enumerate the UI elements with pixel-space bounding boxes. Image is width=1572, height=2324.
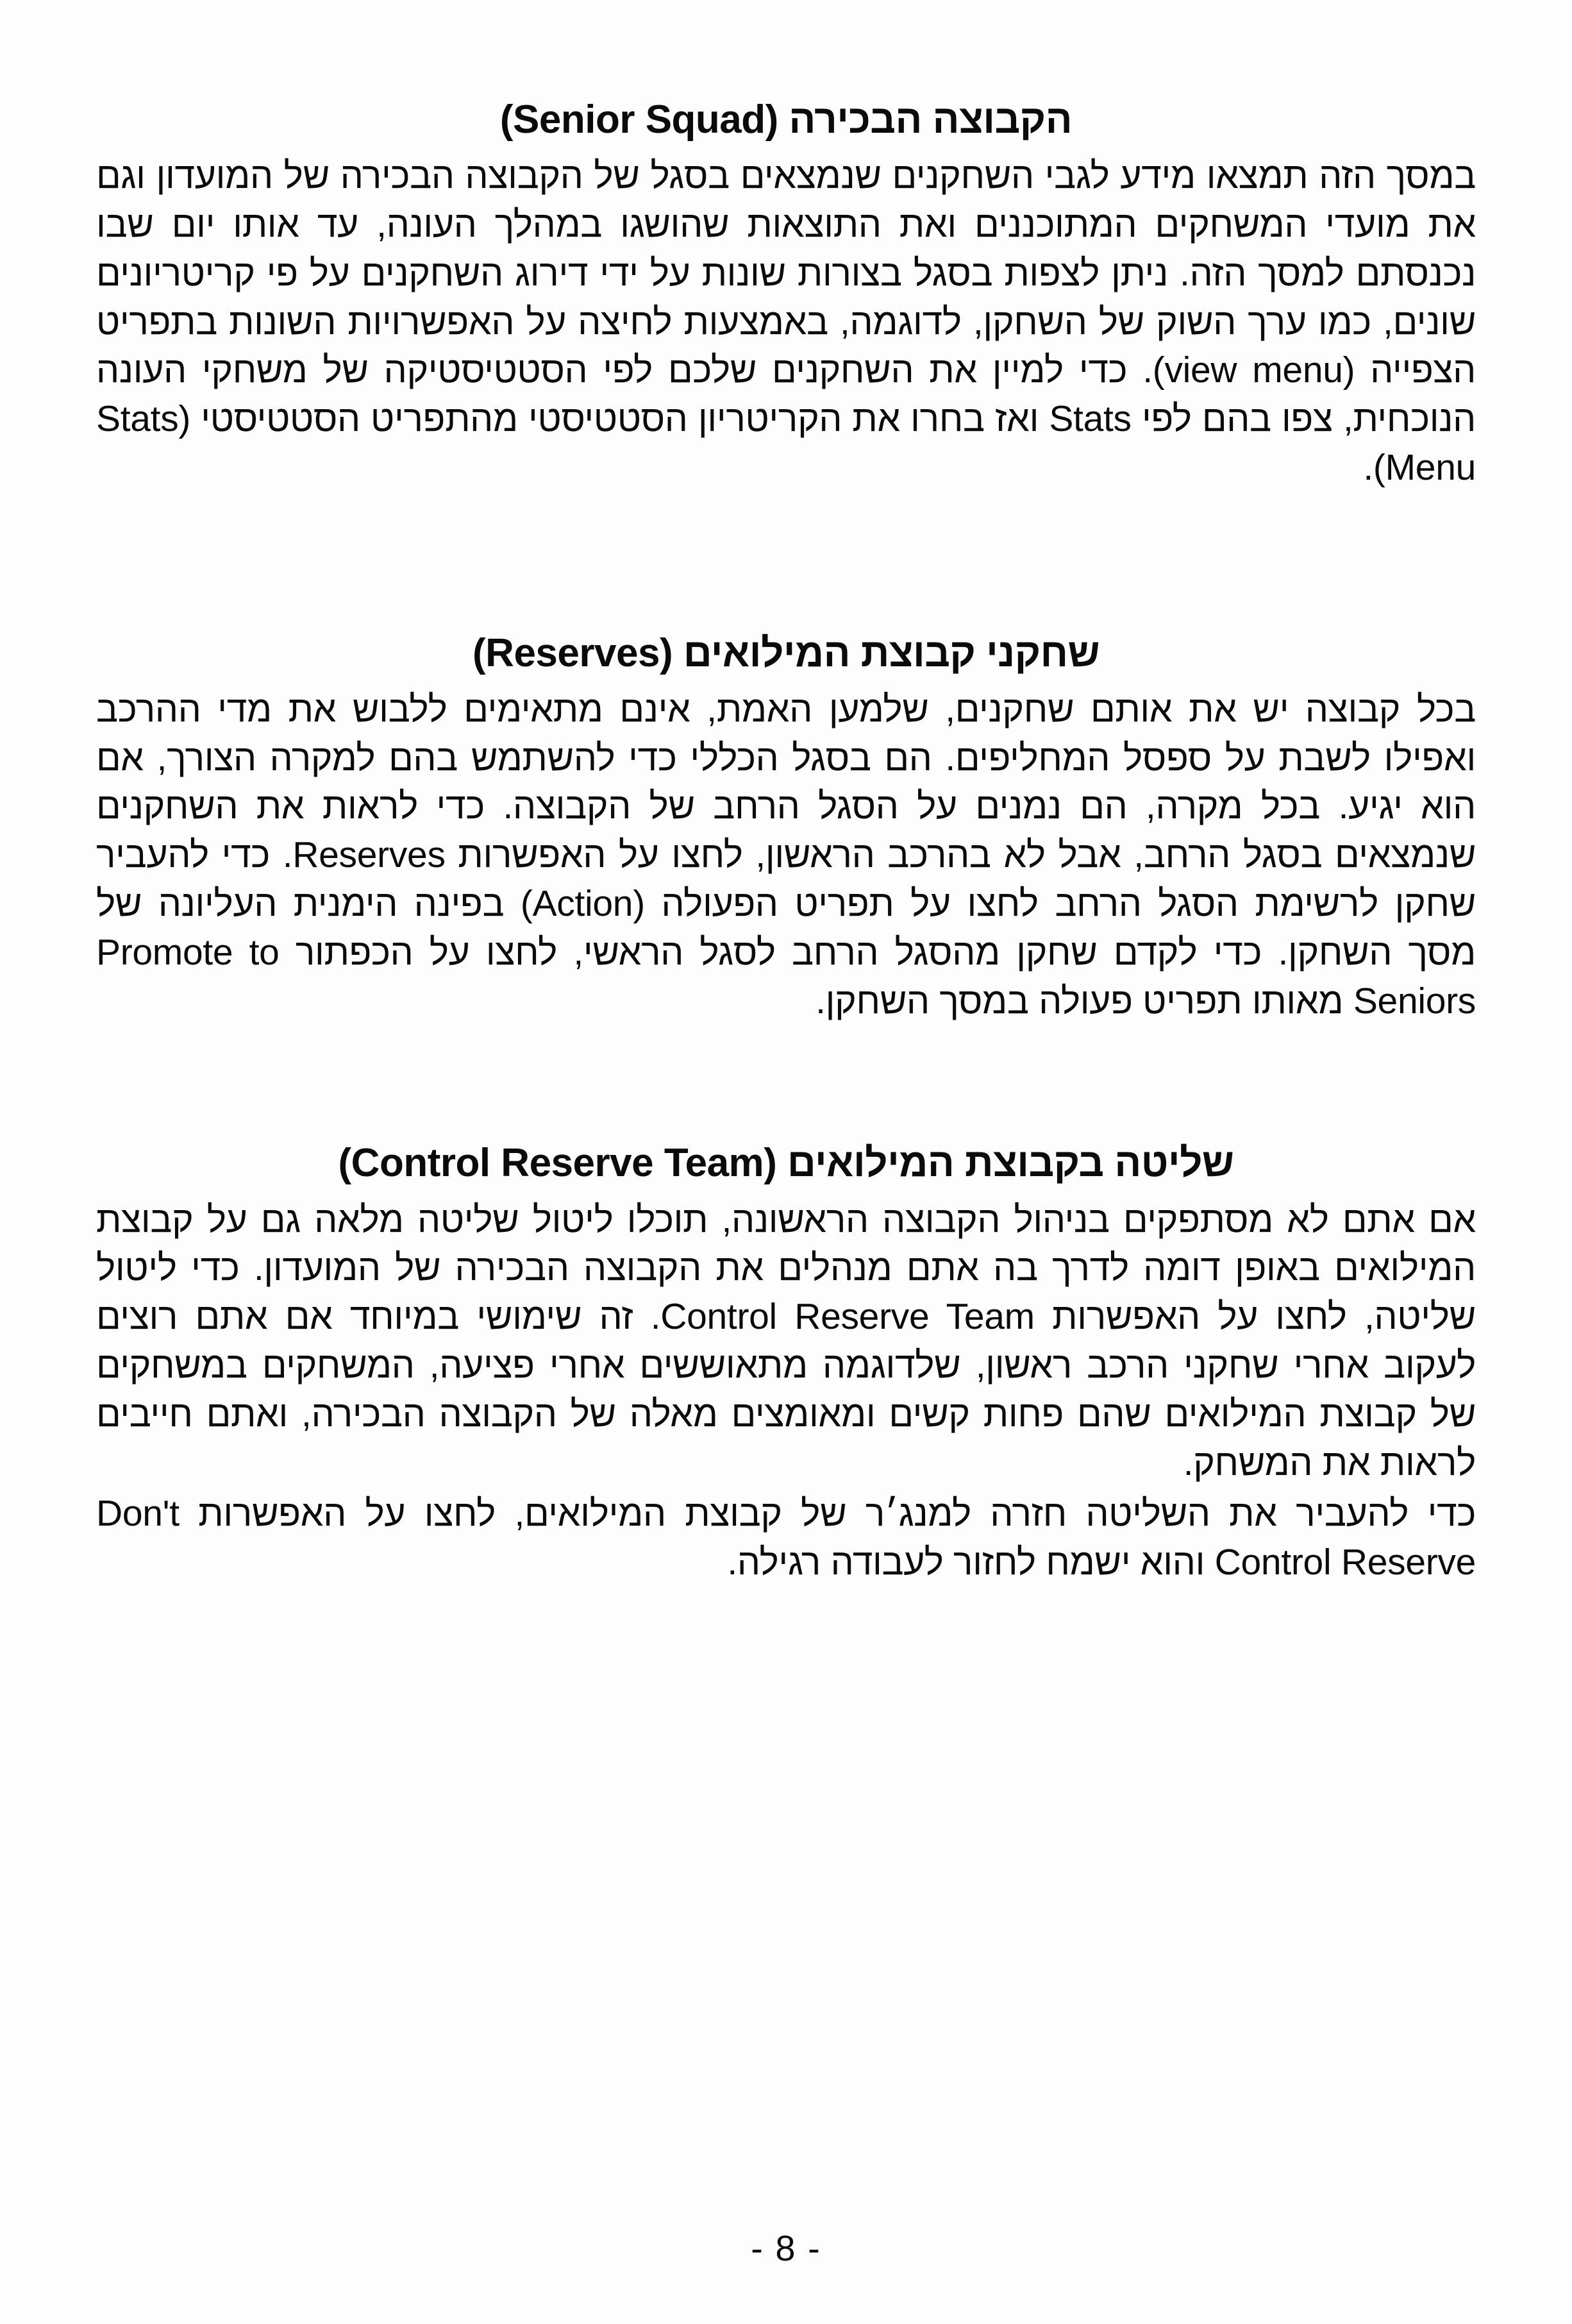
page-content	[96, 96, 1476, 1663]
section-paragraph-reserves: בכל קבוצה יש את אותם שחקנים, שלמען האמת, אינם מתאימים ללבוש את מדי ההרכב ואפילו לשבת על ספסל המחליפים. הם בסגל הכללי כדי להשתמש בהם למקרה הצורך, אם הוא יגיע. בכל מקרה, הם נמנים על הסגל הרחב של הקבוצה. כדי לראות את השחקנים שנמצאים בסגל הרחב, אבל לא בהרכב הראשון, לחצו על האפשרות Reserves. כדי להעביר שחקן לרשימת הסגל הרחב לחצו על תפריט הפעולה (Action) בפינה הימנית העליונה של מסך השחקן. כדי לקדם שחקן מהסגל הרחב לסגל הראשי, לחצו על הכפתור Promote to Seniors מאותו תפריט פעולה במסך השחקן.	[96, 688, 1476, 1022]
section-control-reserve-team	[96, 1140, 1476, 1587]
section-reserves	[96, 630, 1476, 1026]
section-paragraph-senior-squad: במסך הזה תמצאו מידע לגבי השחקנים שנמצאים בסגל של הקבוצה הבכירה של המועדון וגם את מועדי המשחקים המתוכננים ואת התוצאות שהושגו במהלך העונה, עד אותו יום שבו נכנסתם למסך הזה. ניתן לצפות בסגל בצורות שונות על ידי דירוג השחקנים על פי קריטריונים שונים, כמו ערך השוק של השחקן, לדוגמה, באמצעות לחיצה על האפשרויות השונות בתפריט הצפייה (view menu). כדי למיין את השחקנים שלכם לפי הסטטיסטיקה של משחקי העונה הנוכחית, צפו בהם לפי Stats ואז בחרו את הקריטריון הסטטיסטי מהתפריט הסטטיסטי (Stats Menu).	[96, 155, 1476, 488]
section-senior-squad	[96, 96, 1476, 493]
page-number: - 8 -	[751, 2228, 821, 2268]
section-heading-reserves: שחקני קבוצת המילואים (Reserves)	[472, 630, 1100, 675]
spacer-1	[96, 568, 1476, 630]
section-paragraph-control-reserve-2: כדי להעביר את השליטה חזרה למנג׳ר של קבוצת המילואים, לחצו על האפשרות Don't Control Reserve והוא ישמח לחזור לעבודה רגילה.	[96, 1493, 1476, 1583]
spacer-2	[96, 1101, 1476, 1140]
section-heading-senior-squad: הקבוצה הבכירה (Senior Squad)	[499, 97, 1073, 142]
section-paragraph-control-reserve-1: אם אתם לא מסתפקים בניהול הקבוצה הראשונה, תוכלו ליטול שליטה מלאה גם על קבוצת המילואים באופן דומה לדרך בה אתם מנהלים את הקבוצה הבכירה של המועדון. כדי ליטול שליטה, לחצו על האפשרות Control Reserve Team. זה שימושי במיוחד אם אתם רוצים לעקוב אחרי שחקני הרכב ראשון, שלדוגמה מתאוששים אחרי פציעה, המשחקים במשחקים של קבוצת המילואים שהם פחות קשים ומאומצים מאלה של הקבוצה הבכירה, ואתם חייבים לראות את המשחק.	[96, 1199, 1476, 1483]
section-heading-control-reserve-team: שליטה בקבוצת המילואים (Control Reserve Team)	[338, 1141, 1234, 1186]
